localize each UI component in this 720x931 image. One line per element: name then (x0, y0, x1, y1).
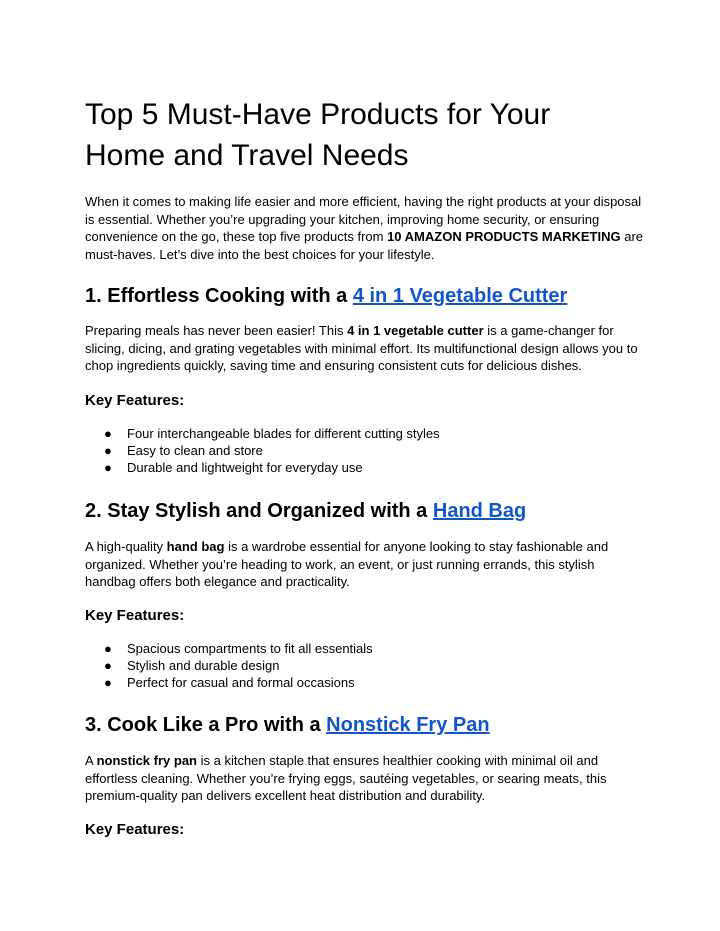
intro-bold-text: 10 AMAZON PRODUCTS MARKETING (387, 229, 621, 244)
hand-bag-link[interactable]: Hand Bag (432, 500, 527, 522)
section-3-text: A (85, 753, 97, 768)
list-item (85, 674, 373, 691)
section-2-heading-text: 2. Stay Stylish and Organized with a (85, 500, 433, 522)
list-item (85, 425, 440, 442)
section-3-bold-text: nonstick fry pan (96, 753, 197, 768)
title-line-1: Top 5 Must-Have Products for Your (85, 98, 551, 131)
section-3-heading (85, 712, 490, 738)
feature-text: Easy to clean and store (127, 443, 263, 458)
section-3-text-end: is a kitchen staple that ensures healthier cooking with minimal oil and effortless cleaning. Whether you’re frying eggs, sautéing vegetables, or searing meats, this premium-quality pan delivers excellent heat distribution and durability. (85, 753, 607, 803)
page-title (85, 94, 645, 176)
bullet-icon: ● (104, 658, 112, 673)
section-2-heading (85, 498, 526, 524)
section-1-heading-text: 1. Effortless Cooking with a (85, 285, 353, 307)
bullet-icon: ● (104, 443, 112, 458)
section-2-paragraph (85, 538, 645, 591)
section-3-features-heading: Key Features: (85, 821, 185, 838)
section-1-features-heading: Key Features: (85, 392, 185, 409)
intro-paragraph (85, 193, 645, 263)
vegetable-cutter-link[interactable]: 4 in 1 Vegetable Cutter (352, 285, 568, 307)
list-item (85, 459, 440, 476)
list-item (85, 442, 440, 459)
section-1-feature-list (85, 425, 440, 476)
intro-text-end: are must-haves. Let’s dive into the best choices for your lifestyle. (85, 229, 644, 262)
section-2-features-heading: Key Features: (85, 607, 185, 624)
list-item (85, 657, 373, 674)
bullet-icon: ● (104, 641, 112, 656)
feature-text: Four interchangeable blades for different cutting styles (127, 426, 440, 441)
intro-text: When it comes to making life easier and more efficient, having the right products at your disposal is essential. Whether you’re upgrading your kitchen, improving home security, or ensuring convenience on the go, these top five products from (85, 194, 642, 244)
fry-pan-link[interactable]: Nonstick Fry Pan (326, 714, 490, 736)
feature-text: Spacious compartments to fit all essentials (127, 641, 373, 656)
title-line-2: Home and Travel Needs (85, 139, 409, 172)
section-2-text-end: is a wardrobe essential for anyone looking to stay fashionable and organized. Whether you’re heading to work, an event, or just running errands, this stylish handbag offers both elegance and practicality. (85, 539, 609, 589)
feature-text: Durable and lightweight for everyday use (127, 460, 363, 475)
section-1-heading (85, 283, 567, 309)
section-1-text: Preparing meals has never been easier! This (85, 323, 348, 338)
section-1-text-end: is a game-changer for slicing, dicing, and grating vegetables with minimal effort. Its multifunctional design allows you to chop ingredients quickly, saving time and ensuring consistent cuts for delicious dishes. (85, 323, 638, 373)
section-3-heading-text: 3. Cook Like a Pro with a (85, 714, 327, 736)
section-1-bold-text: 4 in 1 vegetable cutter (347, 323, 484, 338)
list-item (85, 640, 373, 657)
bullet-icon: ● (104, 675, 112, 690)
feature-text: Stylish and durable design (127, 658, 280, 673)
section-2-bold-text: hand bag (166, 539, 225, 554)
bullet-icon: ● (104, 460, 112, 475)
feature-text: Perfect for casual and formal occasions (127, 675, 355, 690)
section-2-text: A high-quality (85, 539, 167, 554)
section-3-paragraph (85, 752, 645, 805)
section-1-paragraph (85, 322, 645, 375)
bullet-icon: ● (104, 426, 112, 441)
section-2-feature-list (85, 640, 373, 691)
